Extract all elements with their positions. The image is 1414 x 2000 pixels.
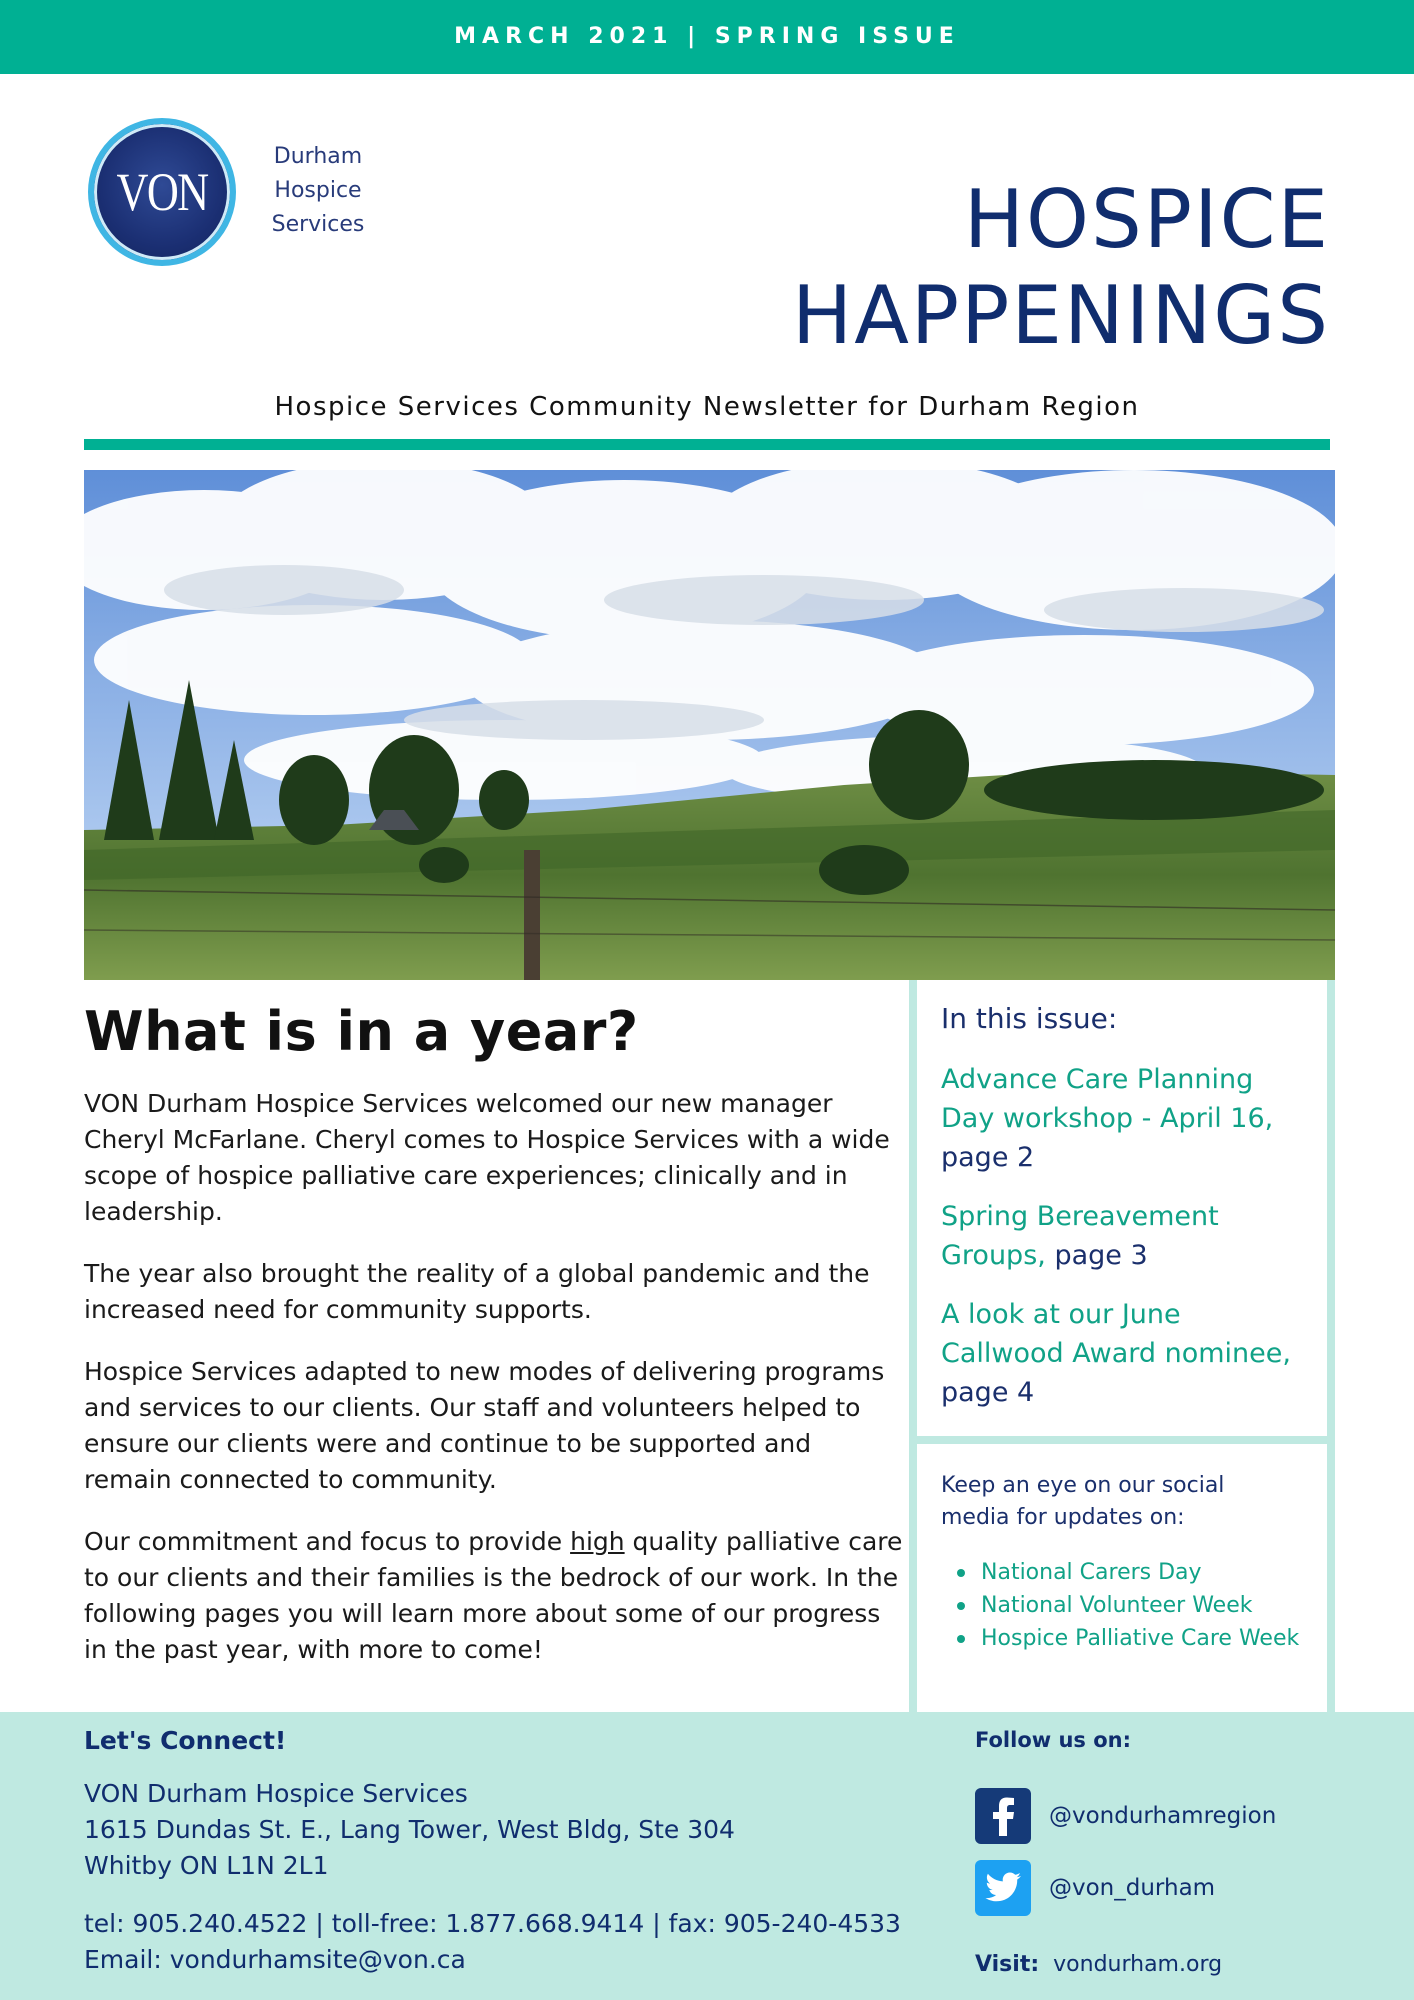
contact-footer: [0, 1712, 1414, 2000]
list-item: Hospice Palliative Care Week: [957, 1622, 1317, 1655]
toc-item-page: page 2: [941, 1142, 1035, 1173]
email-link[interactable]: Email: vondurhamsite@von.ca: [84, 1945, 466, 1974]
article-paragraph: The year also brought the reality of a global pandemic and the increased need for community supports.: [84, 1259, 870, 1324]
article-paragraph: [84, 1524, 904, 1668]
sidebar-divider: [909, 1436, 1335, 1444]
logo-caption-line: Hospice: [274, 178, 362, 203]
twitter-icon[interactable]: [975, 1860, 1031, 1916]
toc-item-title[interactable]: Spring Bereavement Groups,: [941, 1201, 1219, 1271]
landscape-illustration: [84, 470, 1335, 980]
von-logo: [88, 118, 236, 266]
issue-banner: MARCH 2021 | SPRING ISSUE: [0, 0, 1414, 74]
address-line: 1615 Dundas St. E., Lang Tower, West Bldg, Ste 304: [84, 1815, 735, 1844]
twitter-link[interactable]: [975, 1860, 1215, 1916]
twitter-handle[interactable]: @von_durham: [1049, 1875, 1216, 1901]
logo-wordmark: VON: [116, 162, 208, 222]
underlined-word: high: [570, 1527, 625, 1556]
contact-info: [84, 1906, 901, 1978]
header-divider: [84, 439, 1330, 450]
address-line: VON Durham Hospice Services: [84, 1779, 468, 1808]
paragraph-text: Our commitment and focus to provide: [84, 1527, 571, 1556]
newsletter-title: [792, 172, 1330, 364]
connect-heading: Let's Connect!: [84, 1726, 287, 1755]
title-line: HAPPENINGS: [792, 269, 1330, 362]
toc-item-page: page 3: [1054, 1240, 1148, 1271]
facebook-handle[interactable]: @vondurhamregion: [1049, 1803, 1277, 1829]
phone-numbers[interactable]: tel: 905.240.4522 | toll-free: 1.877.668.9414 | fax: 905-240-4533: [84, 1909, 901, 1938]
article-paragraph: Hospice Services adapted to new modes of delivering programs and services to our clients. Our staff and volunteers helped to ensure our clients were and continue to be supported and remain connected to community.: [84, 1357, 885, 1494]
follow-heading: Follow us on:: [975, 1728, 1131, 1752]
list-item: National Volunteer Week: [957, 1589, 1317, 1622]
article-title: What is in a year?: [84, 1000, 639, 1063]
website-visit[interactable]: [975, 1952, 1222, 1977]
paragraph-text: quality palliative care to our clients and their families is the bedrock of our work. In the following pages you will learn more about some of our progress in the past year, with more to come!: [84, 1527, 903, 1664]
toc-item[interactable]: [941, 1295, 1311, 1412]
newsletter-subtitle: Hospice Services Community Newsletter for Durham Region: [274, 392, 1140, 422]
sidebar-heading: In this issue:: [941, 1002, 1118, 1035]
website-link[interactable]: vondurham.org: [1053, 1952, 1223, 1977]
logo-caption-line: Durham: [273, 144, 363, 169]
toc-item-title[interactable]: A look at our June Callwood Award nominee,: [941, 1299, 1291, 1369]
toc-item-title[interactable]: Advance Care Planning Day workshop - April 16,: [941, 1064, 1274, 1134]
mailing-address: [84, 1776, 735, 1884]
hero-landscape-photo: [84, 470, 1335, 980]
article-body: [84, 1086, 904, 1694]
title-line: HOSPICE: [963, 173, 1330, 266]
facebook-icon[interactable]: [975, 1788, 1031, 1844]
logo-caption-line: Services: [271, 212, 365, 237]
social-updates-list: [957, 1556, 1317, 1655]
in-this-issue-sidebar: [909, 980, 1335, 1712]
address-line: Whitby ON L1N 2L1: [84, 1851, 329, 1880]
article-paragraph: VON Durham Hospice Services welcomed our new manager Cheryl McFarlane. Cheryl comes to Hospice Services with a wide scope of hospice palliative care experiences; clinically and in leadership.: [84, 1089, 890, 1226]
visit-label: Visit:: [975, 1952, 1040, 1977]
toc-item-page: page 4: [941, 1377, 1035, 1408]
logo-caption: [258, 140, 378, 242]
toc-item[interactable]: [941, 1197, 1311, 1275]
facebook-link[interactable]: [975, 1788, 1276, 1844]
toc-item[interactable]: [941, 1060, 1311, 1177]
list-item: National Carers Day: [957, 1556, 1317, 1589]
social-intro-text: Keep an eye on our social media for updates on:: [941, 1473, 1225, 1530]
table-of-contents: [941, 1060, 1311, 1432]
